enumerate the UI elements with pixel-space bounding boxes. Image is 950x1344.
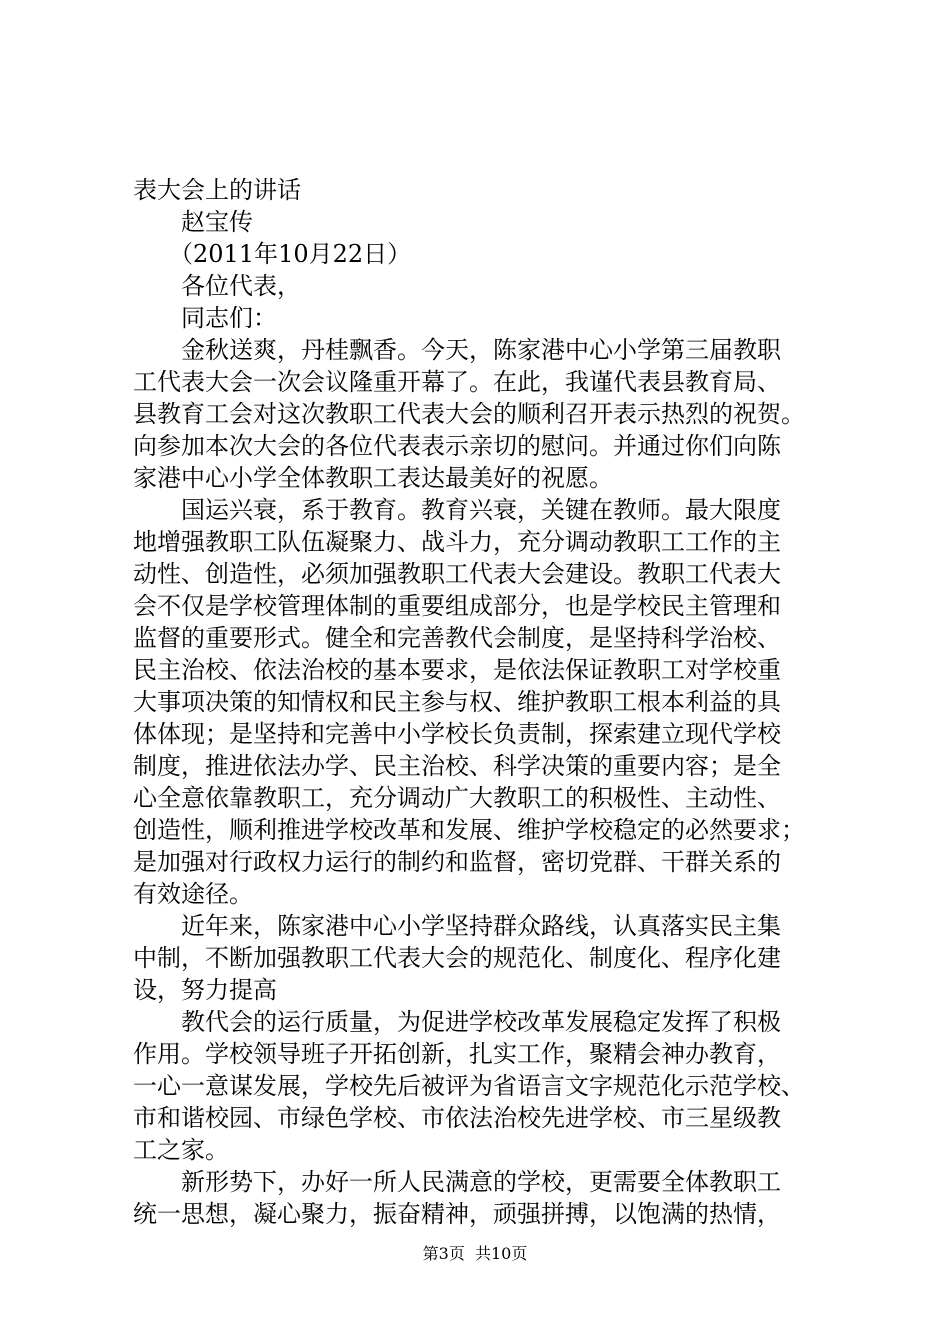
text-line: 心全意依靠教职工，充分调动广大教职工的积极性、主动性、 [133, 784, 781, 812]
text-line: 国运兴衰，系于教育。教育兴衰，关键在教师。最大限度 [133, 496, 781, 524]
document-body [133, 174, 853, 1230]
text-line: 一心一意谋发展，学校先后被评为省语言文字规范化示范学校、 [133, 1072, 805, 1100]
text-line: 大事项决策的知情权和民主参与权、维护教职工根本利益的具 [133, 688, 781, 716]
text-line: 统一思想，凝心聚力，振奋精神，顽强拼搏，以饱满的热情， [133, 1200, 781, 1228]
text-line: 市和谐校园、市绿色学校、市依法治校先进学校、市三星级教 [133, 1104, 781, 1132]
text-line: 县教育工会对这次教职工代表大会的顺利召开表示热烈的祝贺。 [133, 400, 805, 428]
text-line: 是加强对行政权力运行的制约和监督，密切党群、干群关系的 [133, 848, 781, 876]
text-line: 赵宝传 [133, 208, 253, 236]
text-line: 家港中心小学全体教职工表达最美好的祝愿。 [133, 464, 613, 492]
text-line: 工之家。 [133, 1136, 229, 1164]
text-line: 同志们： [133, 304, 277, 332]
text-line: 各位代表， [133, 272, 301, 300]
text-line: 作用。学校领导班子开拓创新，扎实工作，聚精会神办教育， [133, 1040, 781, 1068]
text-line: 制度，推进依法办学、民主治校、科学决策的重要内容；是全 [133, 752, 781, 780]
text-line: 近年来，陈家港中心小学坚持群众路线，认真落实民主集 [133, 912, 781, 940]
text-line: 设，努力提高 [133, 976, 277, 1004]
text-line: 向参加本次大会的各位代表表示亲切的慰问。并通过你们向陈 [133, 432, 781, 460]
text-line: 监督的重要形式。健全和完善教代会制度，是坚持科学治校、 [133, 624, 781, 652]
text-line: 地增强教职工队伍凝聚力、战斗力，充分调动教职工工作的主 [133, 528, 781, 556]
text-line: 创造性，顺利推进学校改革和发展、维护学校稳定的必然要求； [133, 816, 805, 844]
text-line: 中制，不断加强教职工代表大会的规范化、制度化、程序化建 [133, 944, 781, 972]
text-line: 有效途径。 [133, 880, 253, 908]
page-footer: 第3页 共10页 [422, 1244, 528, 1263]
text-line: 工代表大会一次会议隆重开幕了。在此，我谨代表县教育局、 [133, 368, 781, 396]
text-line: 体体现；是坚持和完善中小学校长负责制，探索建立现代学校 [133, 720, 781, 748]
text-line: 教代会的运行质量，为促进学校改革发展稳定发挥了积极 [133, 1008, 781, 1036]
text-line: （2011年10月22日） [133, 240, 412, 268]
text-line: 金秋送爽，丹桂飘香。今天，陈家港中心小学第三届教职 [133, 336, 781, 364]
text-line: 表大会上的讲话 [133, 176, 301, 204]
text-line: 会不仅是学校管理体制的重要组成部分，也是学校民主管理和 [133, 592, 781, 620]
text-line: 动性、创造性，必须加强教职工代表大会建设。教职工代表大 [133, 560, 781, 588]
text-line: 新形势下，办好一所人民满意的学校，更需要全体教职工 [133, 1168, 781, 1196]
text-line: 民主治校、依法治校的基本要求，是依法保证教职工对学校重 [133, 656, 781, 684]
